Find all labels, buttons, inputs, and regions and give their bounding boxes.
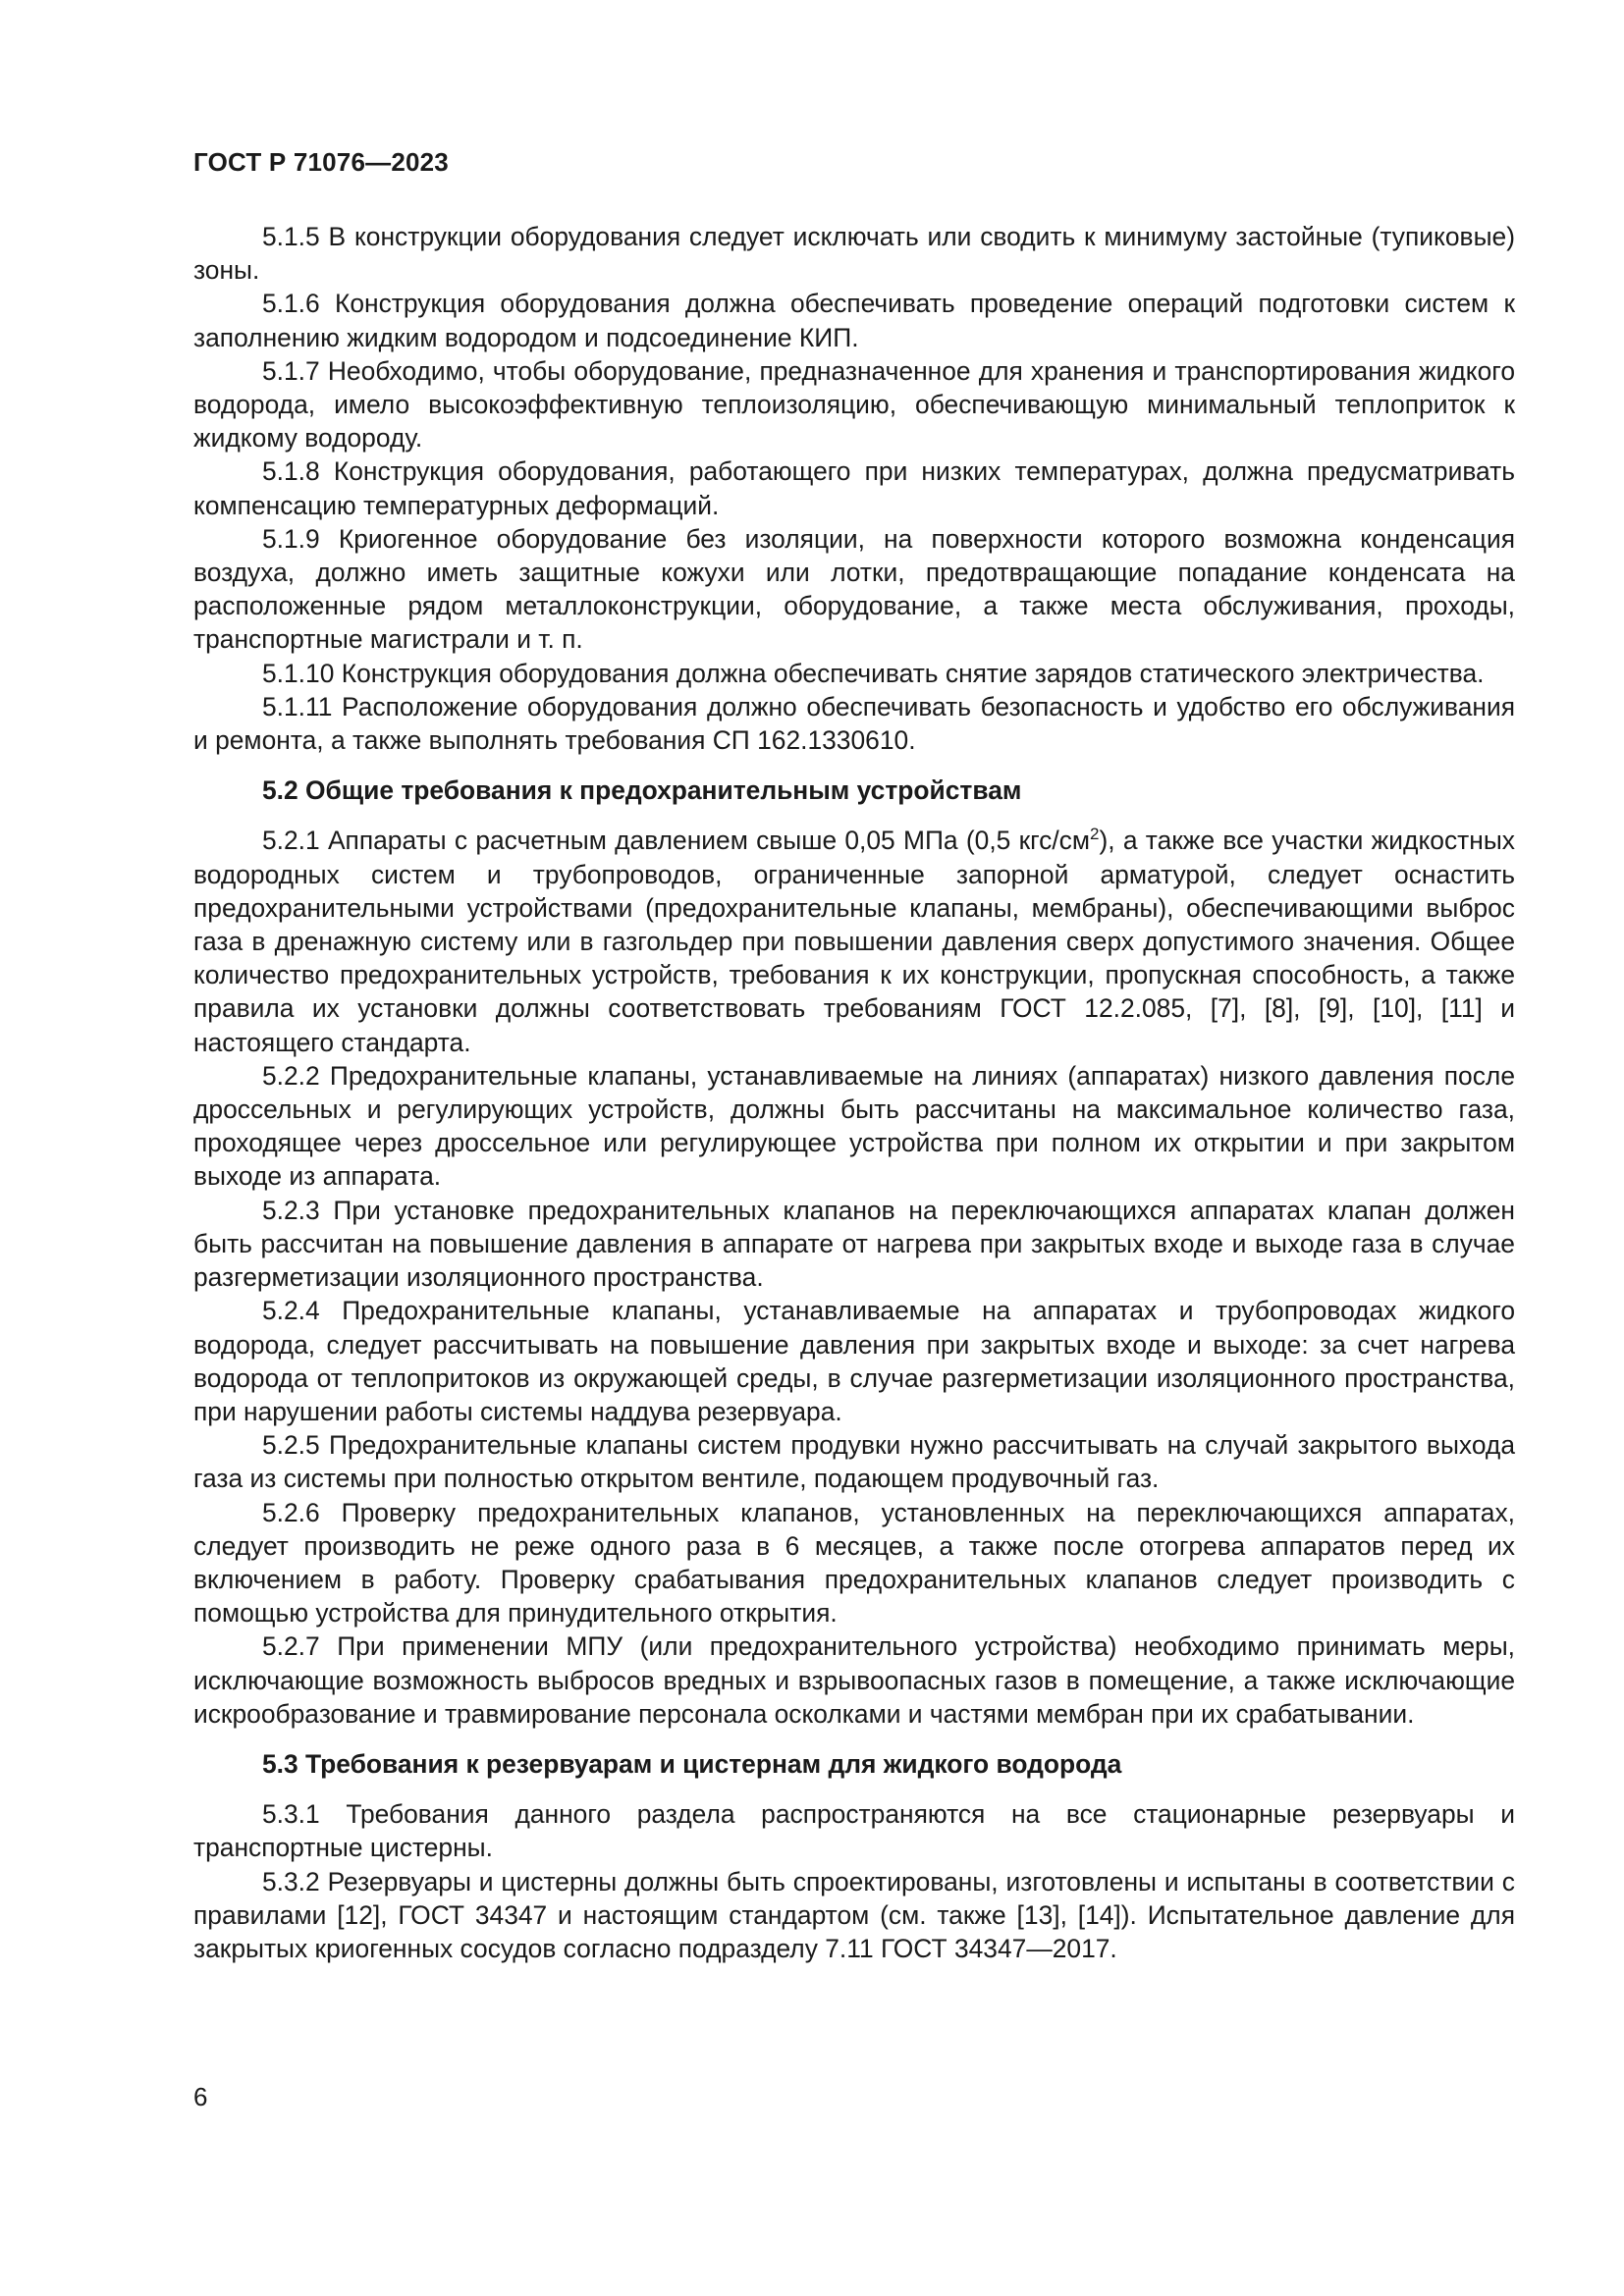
paragraph-5-3-1: 5.3.1 Требования данного раздела распространяются на все стационарные резервуары и транспортные цистерны. — [193, 1799, 1515, 1863]
section-heading-5-3: 5.3 Требования к резервуарам и цистернам для жидкого водорода — [262, 1748, 1122, 1779]
paragraph-5-2-6: 5.2.6 Проверку предохранительных клапанов, установленных на переключающихся аппаратах, следует производить не реже одного раза в 6 месяцев, а также после отогрева аппаратов перед их включением в работу. Проверку срабатывания предохранительных клапанов следует производить с помощью устройства для принудительного открытия. — [193, 1497, 1515, 1629]
paragraph-5-1-10: 5.1.10 Конструкция оборудования должна обеспечивать снятие зарядов статического электричества. — [262, 658, 1485, 688]
superscript: 2 — [1090, 825, 1100, 844]
paragraph-5-1-11: 5.1.11 Расположение оборудования должно обеспечивать безопасность и удобство его обслуживания и ремонта, а также выполнять требования СП 162.1330610. — [193, 691, 1515, 756]
paragraph-5-2-5: 5.2.5 Предохранительные клапаны систем продувки нужно рассчитывать на случай закрытого выхода газа из системы при полностью открытом вентиле, подающем продувочный газ. — [193, 1430, 1515, 1494]
paragraph-5-2-2: 5.2.2 Предохранительные клапаны, устанавливаемые на линиях (аппаратах) низкого давления после дроссельных и регулирующих устройств, должны быть рассчитаны на максимальное количество газа, проходящее через дроссельное или регулирующее устройства при полном их открытии и при закрытом выходе из аппарата. — [193, 1060, 1515, 1192]
section-heading-5-2: 5.2 Общие требования к предохранительным устройствам — [262, 775, 1022, 806]
page-number: 6 — [193, 2082, 208, 2111]
paragraph-5-1-7: 5.1.7 Необходимо, чтобы оборудование, предназначенное для хранения и транспортирования жидкого водорода, имело высокоэффективную теплоизоляцию, обеспечивающую минимальный теплоприток к жидкому водороду. — [193, 355, 1515, 454]
paragraph-5-2-4: 5.2.4 Предохранительные клапаны, устанавливаемые на аппаратах и трубопроводах жидкого водорода, следует рассчитывать на повышение давления при закрытых входе и выходе: за счет нагрева водорода от теплопритоков из окружающей среды, в случае разгерметизации изоляционного пространства, при нарушении работы системы наддува резервуара. — [193, 1296, 1515, 1426]
document-body — [193, 220, 1515, 1965]
paragraph-5-1-8: 5.1.8 Конструкция оборудования, работающего при низких температурах, должна предусматривать компенсацию температурных деформаций. — [193, 456, 1515, 520]
paragraph-5-1-6: 5.1.6 Конструкция оборудования должна обеспечивать проведение операций подготовки систем к заполнению жидким водородом и подсоединение КИП. — [193, 289, 1515, 352]
paragraph-5-2-7: 5.2.7 При применении МПУ (или предохранительного устройства) необходимо принимать меры, исключающие возможность выбросов вредных и взрывоопасных газов в помещение, а также исключающие искрообразование и травмирование персонала осколками и частями мембран при их срабатывании. — [193, 1631, 1515, 1729]
document-header: ГОСТ Р 71076—2023 — [193, 147, 449, 177]
paragraph-5-3-2: 5.3.2 Резервуары и цистерны должны быть спроектированы, изготовлены и испытаны в соответствии с правилами [12], ГОСТ 34347 и настоящим стандартом (см. также [13], [14]). Испытательное давление для закрытых криогенных сосудов согласно подразделу 7.11 ГОСТ 34347—2017. — [193, 1866, 1515, 1963]
paragraph-5-1-9: 5.1.9 Криогенное оборудование без изоляции, на поверхности которого возможна конденсация воздуха, должно иметь защитные кожухи или лотки, предотвращающие попадание конденсата на расположенные рядом металлоконструкции, оборудование, а также места обслуживания, проходы, транспортные магистрали и т. п. — [193, 523, 1515, 655]
paragraph-5-2-1-part2: ), а также все участки жидкостных водородных систем и трубопроводов, ограниченные запорной арматурой, следует оснастить предохранительными устройствами (предохранительные клапаны, мембраны), обеспечивающими выброс газа в дренажную систему или в газгольдер при повышении давления сверх допустимого значения. Общее количество предохранительных устройств, требования к их конструкции, пропускная способность, а также правила их установки должны соответствовать требованиям ГОСТ 12.2.085, [7], [8], [9], [10], [11] и настоящего стандарта. — [193, 826, 1515, 1057]
paragraph-5-1-5: 5.1.5 В конструкции оборудования следует исключать или сводить к минимуму застойные (тупиковые) зоны. — [193, 222, 1515, 286]
paragraph-5-2-3: 5.2.3 При установке предохранительных клапанов на переключающихся аппаратах клапан должен быть рассчитан на повышение давления в аппарате от нагрева при закрытых входе и выходе газа в случае разгерметизации изоляционного пространства. — [193, 1195, 1515, 1293]
paragraph-5-2-1-part1: 5.2.1 Аппараты с расчетным давлением свыше 0,05 МПа (0,5 кгс/см — [262, 826, 1091, 856]
paragraph-5-2-1 — [193, 824, 1515, 1058]
